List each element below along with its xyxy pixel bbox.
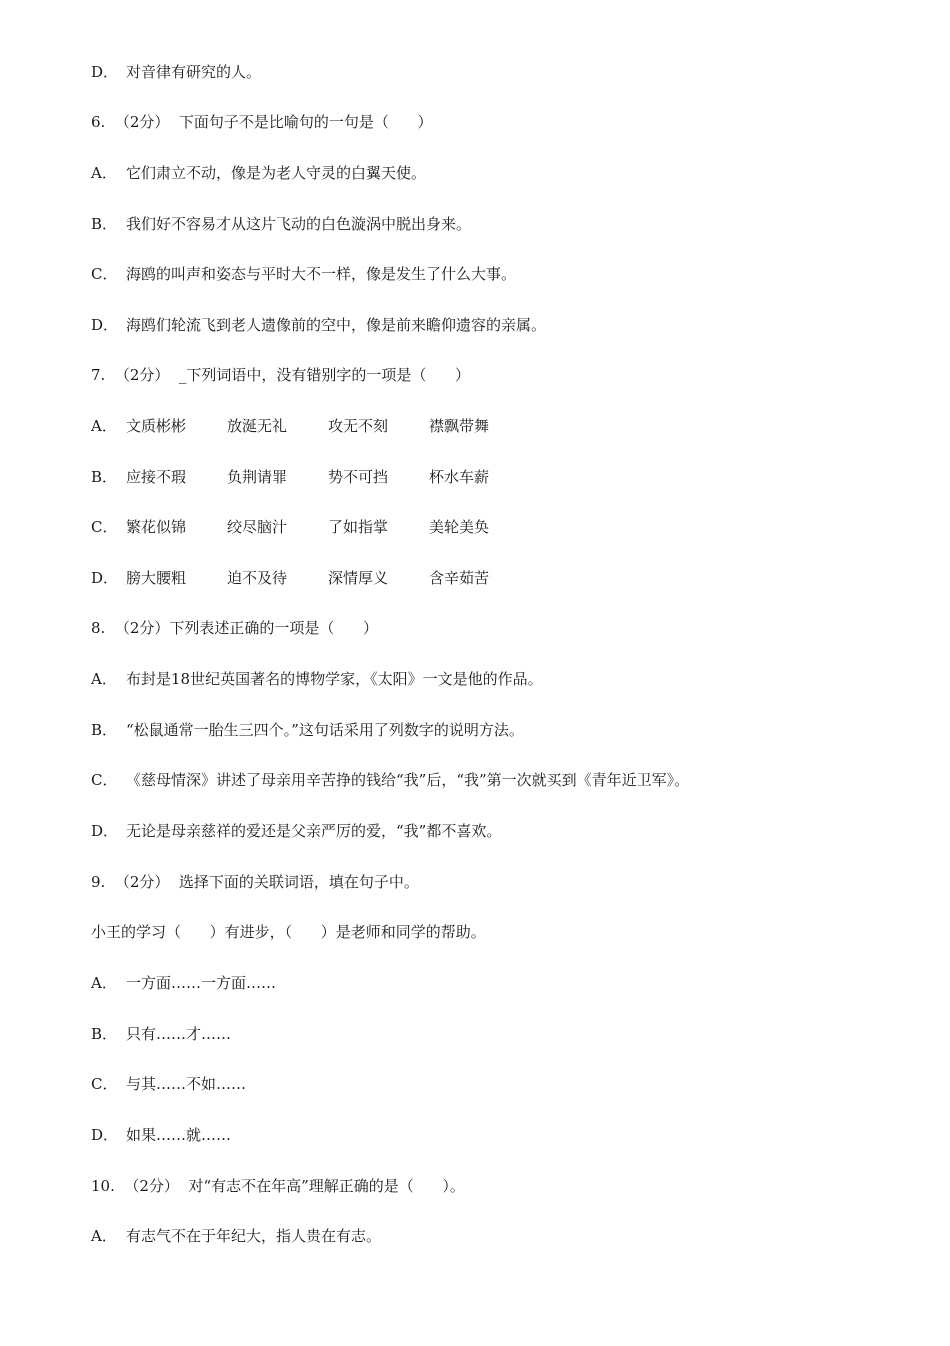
word: 势不可挡 <box>328 468 389 486</box>
word: 深情厚义 <box>328 569 389 587</box>
option-text: 《慈母情深》讲述了母亲用辛苦挣的钱给“我”后，“我”第一次就买到《青年近卫军》。 <box>126 771 690 789</box>
q9-option-d <box>91 1125 231 1145</box>
option-label: D． <box>91 569 119 587</box>
option-text: 与其……不如…… <box>126 1075 247 1093</box>
option-text: 如果……就…… <box>126 1126 232 1144</box>
option-text: 有志气不在于年纪大，指人贵在有志。 <box>126 1227 382 1245</box>
word: 文质彬彬 <box>126 417 187 435</box>
option-text: “松鼠通常一胎生三四个。”这句话采用了列数字的说明方法。 <box>126 721 524 739</box>
question-7-stem: 7. （2分） _下列词语中，没有错别字的一项是（ ） <box>91 366 471 384</box>
word: 美轮美奂 <box>429 518 490 536</box>
q8-option-c <box>91 770 689 790</box>
word: 了如指掌 <box>328 518 389 536</box>
word: 膀大腰粗 <box>126 569 187 587</box>
question-9-stem: 9. （2分） 选择下面的关联词语，填在句子中。 <box>91 873 419 891</box>
q7-option-c <box>91 517 489 537</box>
option-label: D． <box>91 1126 119 1144</box>
word: 繁花似锦 <box>126 518 187 536</box>
q8-option-d <box>91 821 501 841</box>
option-label: C． <box>91 771 118 789</box>
word: 攻无不刻 <box>328 417 389 435</box>
option-label: D． <box>91 63 119 81</box>
word: 放涎无礼 <box>227 417 288 435</box>
option-text: 只有……才…… <box>126 1025 232 1043</box>
question-9-sentence: 小王的学习（ ）有进步，（ ）是老师和同学的帮助。 <box>91 923 486 941</box>
q6-option-c <box>91 264 516 284</box>
option-label: C． <box>91 1075 118 1093</box>
option-label: A． <box>91 417 117 435</box>
option-label: B． <box>91 215 118 233</box>
q7-option-d <box>91 568 489 588</box>
q8-option-b <box>91 720 524 740</box>
q9-option-a <box>91 973 276 993</box>
option-text: 海鸥们轮流飞到老人遗像前的空中，像是前来瞻仰遗容的亲属。 <box>126 316 547 334</box>
option-text: 布封是18世纪英国著名的博物学家，《太阳》一文是他的作品。 <box>126 670 543 688</box>
option-label: A． <box>91 974 117 992</box>
option-label: C． <box>91 265 118 283</box>
q6-option-a <box>91 163 426 183</box>
word: 负荆请罪 <box>227 468 288 486</box>
word: 迫不及待 <box>227 569 288 587</box>
option-label: A． <box>91 1227 117 1245</box>
option-label: D． <box>91 822 119 840</box>
word: 应接不瑕 <box>126 468 187 486</box>
word: 含辛茹苦 <box>429 569 490 587</box>
q10-option-a <box>91 1226 381 1246</box>
q9-option-c <box>91 1074 246 1094</box>
q7-option-a <box>91 416 489 436</box>
option-text: 海鸥的叫声和姿态与平时大不一样，像是发生了什么大事。 <box>126 265 517 283</box>
option-label: A． <box>91 670 117 688</box>
option-label: B． <box>91 468 118 486</box>
option-text: 一方面……一方面…… <box>126 974 277 992</box>
option-text: 我们好不容易才从这片飞动的白色漩涡中脱出身来。 <box>126 215 472 233</box>
q6-option-b <box>91 214 471 234</box>
q5-option-d <box>91 62 261 82</box>
question-8-stem: 8. （2分）下列表述正确的一项是（ ） <box>91 619 379 637</box>
option-label: D． <box>91 316 119 334</box>
option-text: 无论是母亲慈祥的爱还是父亲严厉的爱，“我”都不喜欢。 <box>126 822 502 840</box>
option-label: C． <box>91 518 118 536</box>
q7-option-b <box>91 467 489 487</box>
word: 杯水车薪 <box>429 468 490 486</box>
word: 襟飘带舞 <box>429 417 490 435</box>
option-label: B． <box>91 1025 118 1043</box>
option-label: A． <box>91 164 117 182</box>
option-text: 对音律有研究的人。 <box>126 63 262 81</box>
question-6-stem: 6. （2分） 下面句子不是比喻句的一句是（ ） <box>91 113 433 131</box>
q9-option-b <box>91 1024 231 1044</box>
option-text: 它们肃立不动，像是为老人守灵的白翼天使。 <box>126 164 427 182</box>
question-10-stem: 10. （2分） 对“有志不在年高”理解正确的是（ ）。 <box>91 1177 465 1195</box>
q8-option-a <box>91 669 543 689</box>
q6-option-d <box>91 315 546 335</box>
option-label: B． <box>91 721 118 739</box>
word: 绞尽脑汁 <box>227 518 288 536</box>
